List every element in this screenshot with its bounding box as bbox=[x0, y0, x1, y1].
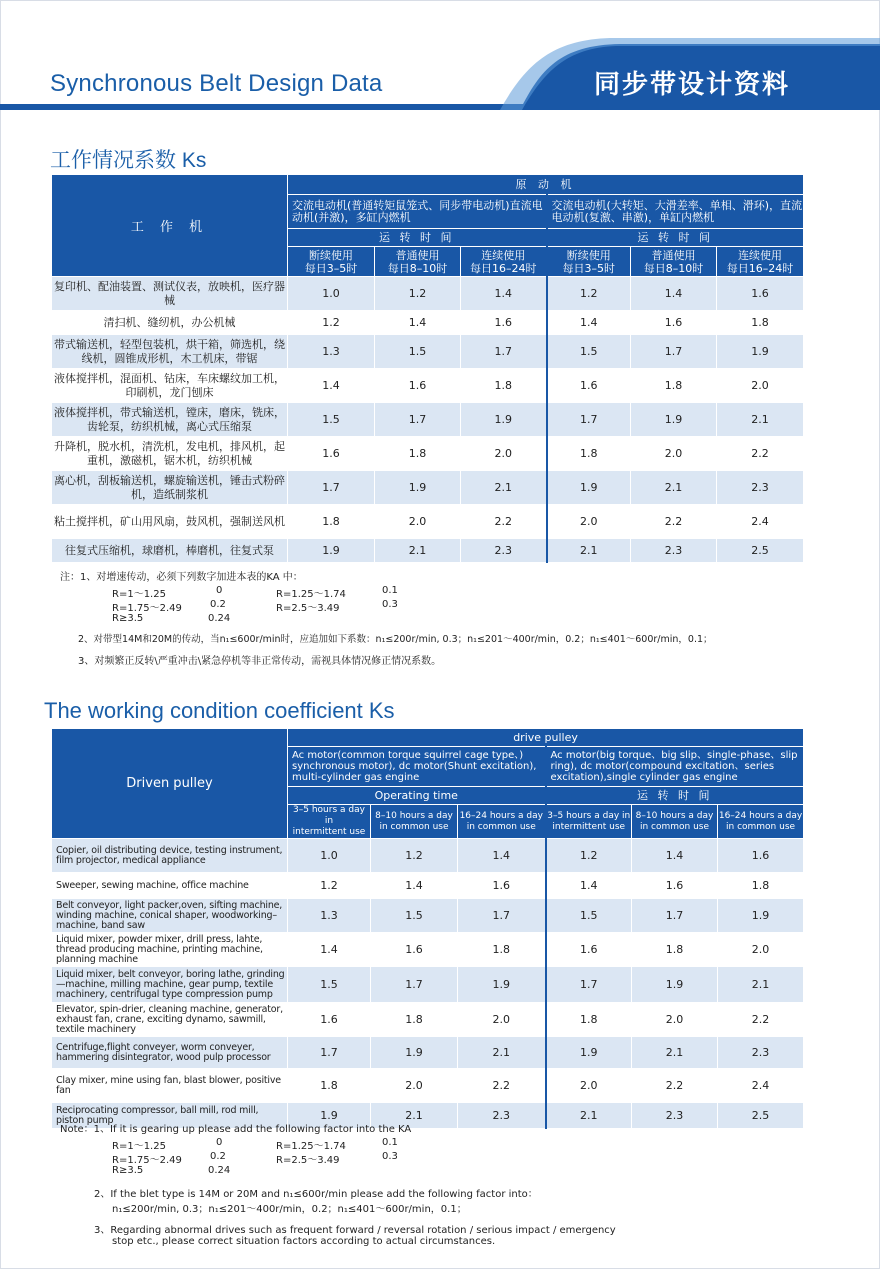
coefficient-cell: 1.8 bbox=[461, 369, 547, 403]
note-1-cn: 注：1、对增速传动，必须下列数字加进本表的KA 中： bbox=[60, 572, 303, 583]
duration-line-2: 每日8–10时 bbox=[387, 261, 448, 275]
coefficient-cell: 2.1 bbox=[458, 1037, 546, 1069]
driven-machine-label: 带式输送机，轻型包装机，烘干箱，筛选机，绕线机，圆锥成形机，木工机床，带锯 bbox=[52, 335, 288, 369]
note-2b-en: n₁≤200r/min, 0.3；n₁≤201～400r/min，0.2；n₁≤401～600r/min，0.1； bbox=[112, 1204, 467, 1215]
duration-line-2: in common use bbox=[466, 821, 536, 832]
coefficient-cell: 1.7 bbox=[632, 899, 718, 933]
coefficient-cell: 1.4 bbox=[288, 369, 375, 403]
speed-range: R=1.75～2.49 bbox=[112, 1155, 182, 1166]
coefficient-cell: 2.1 bbox=[371, 1103, 458, 1129]
coefficient-cell: 2.5 bbox=[718, 1103, 804, 1129]
coefficient-cell: 1.6 bbox=[458, 873, 546, 899]
duration-line-1: 3–5 hours a day in bbox=[293, 805, 365, 826]
duration-line-1: 普通使用 bbox=[651, 248, 696, 262]
coefficient-cell: 1.4 bbox=[461, 277, 547, 311]
coefficient-cell: 2.2 bbox=[717, 437, 804, 471]
table-row bbox=[52, 277, 804, 311]
driven-machine-label: Belt conveyor, light packer,oven, sifting machine, winding machine, conical shaper, woodworking–machine, band saw bbox=[52, 899, 288, 933]
coefficient-cell: 1.3 bbox=[288, 899, 371, 933]
duration-header-6 bbox=[717, 247, 804, 277]
coefficient-cell: 2.1 bbox=[375, 539, 461, 563]
table-row bbox=[52, 933, 804, 967]
coefficient-cell: 2.3 bbox=[717, 471, 804, 505]
duration-line-2: 每日16–24时 bbox=[726, 261, 794, 275]
duration-line-2: in common use bbox=[639, 821, 710, 832]
coefficient-cell: 1.4 bbox=[288, 933, 371, 967]
coefficient-cell: 2.0 bbox=[547, 505, 631, 539]
coefficient-cell: 1.6 bbox=[288, 437, 375, 471]
duration-line-1: 连续使用 bbox=[738, 248, 783, 262]
speed-factor: 0.3 bbox=[382, 1151, 398, 1162]
coefficient-cell: 1.6 bbox=[288, 1003, 371, 1037]
driven-machine-label: Reciprocating compressor, ball mill, rod mill, piston pump bbox=[52, 1103, 288, 1129]
driven-machine-label: 离心机，刮板输送机，螺旋输送机，锤击式粉碎机，造纸制浆机 bbox=[52, 471, 288, 505]
coefficient-cell: 1.7 bbox=[375, 403, 461, 437]
coefficient-cell: 1.2 bbox=[371, 839, 458, 873]
duration-line-1: 16–24 hours a day bbox=[718, 810, 803, 821]
table-row bbox=[52, 967, 804, 1003]
duration-header-2 bbox=[371, 805, 458, 839]
coefficient-cell: 1.6 bbox=[546, 933, 632, 967]
duration-header-1 bbox=[288, 805, 371, 839]
duration-header-6 bbox=[718, 805, 804, 839]
operating-time-header-a: 运 转 时 间 bbox=[288, 229, 547, 247]
driven-machine-label: 清扫机、缝纫机，办公机械 bbox=[52, 311, 288, 335]
coefficient-cell: 2.3 bbox=[631, 539, 717, 563]
driven-machine-header: 工 作 机 bbox=[52, 175, 288, 277]
section-title-en: The working condition coefficient Ks bbox=[44, 698, 395, 723]
coefficient-cell: 2.0 bbox=[375, 505, 461, 539]
coefficient-cell: 1.9 bbox=[288, 539, 375, 563]
duration-line-1: 3–5 hours a day in bbox=[547, 810, 631, 821]
coefficient-cell: 1.4 bbox=[547, 311, 631, 335]
coefficient-cell: 2.1 bbox=[718, 967, 804, 1003]
coefficient-cell: 1.7 bbox=[461, 335, 547, 369]
coefficient-cell: 1.8 bbox=[547, 437, 631, 471]
coefficient-cell: 2.0 bbox=[546, 1069, 632, 1103]
speed-factor: 0.2 bbox=[210, 599, 226, 610]
drive-pulley-header: drive pulley bbox=[288, 729, 804, 747]
coefficient-cell: 1.7 bbox=[631, 335, 717, 369]
coefficient-cell: 2.2 bbox=[718, 1003, 804, 1037]
table-row bbox=[52, 873, 804, 899]
coefficient-cell: 1.5 bbox=[375, 335, 461, 369]
operating-time-header-b: 运 转 时 间 bbox=[547, 229, 804, 247]
note-2-cn: 2、对带型14M和20M的传动，当n₁≤600r/min时，应追加如下系数：n₁≤200r/min, 0.3；n₁≤201～400r/min，0.2；n₁≤401～600r/min，0.1； bbox=[78, 634, 713, 645]
note-2a-en: 2、If the blet type is 14M or 20M and n₁≤600r/min please add the following factor into： bbox=[94, 1189, 538, 1200]
coefficient-cell: 1.9 bbox=[547, 471, 631, 505]
driven-machine-label: 往复式压缩机，球磨机，棒磨机，往复式泵 bbox=[52, 539, 288, 563]
coefficient-table-en bbox=[51, 728, 804, 1129]
coefficient-cell: 2.2 bbox=[461, 505, 547, 539]
driven-machine-label: 粘土搅拌机，矿山用风扇，鼓风机，强制送风机 bbox=[52, 505, 288, 539]
duration-line-2: 每日3–5时 bbox=[304, 261, 358, 275]
coefficient-cell: 2.0 bbox=[371, 1069, 458, 1103]
table-row bbox=[52, 1003, 804, 1037]
driven-pulley-header: Driven pulley bbox=[52, 729, 288, 839]
coefficient-cell: 1.7 bbox=[371, 967, 458, 1003]
coefficient-cell: 1.5 bbox=[546, 899, 632, 933]
table-row bbox=[52, 471, 804, 505]
coefficient-cell: 2.3 bbox=[632, 1103, 718, 1129]
coefficient-cell: 1.3 bbox=[288, 335, 375, 369]
coefficient-cell: 2.2 bbox=[631, 505, 717, 539]
coefficient-cell: 1.9 bbox=[632, 967, 718, 1003]
coefficient-cell: 1.2 bbox=[546, 839, 632, 873]
operating-time-header-b-en: 运 转 时 间 bbox=[546, 787, 804, 805]
coefficient-cell: 2.0 bbox=[632, 1003, 718, 1037]
coefficient-cell: 2.3 bbox=[461, 539, 547, 563]
coefficient-cell: 2.1 bbox=[717, 403, 804, 437]
duration-header-5 bbox=[631, 247, 717, 277]
motor-group-b-en: Ac motor(big torque、big slip、single-phase、slip ring), dc motor(compound excitation、series excitation),single cylinder gas engine bbox=[546, 747, 804, 787]
note-3b-en: stop etc., please correct situation factors according to actual circumstances. bbox=[112, 1236, 496, 1247]
coefficient-cell: 1.4 bbox=[631, 277, 717, 311]
coefficient-cell: 1.8 bbox=[631, 369, 717, 403]
coefficient-cell: 1.5 bbox=[547, 335, 631, 369]
speed-factor: 0.3 bbox=[382, 599, 398, 610]
table-row bbox=[52, 369, 804, 403]
coefficient-cell: 1.2 bbox=[288, 311, 375, 335]
duration-line-1: 普通使用 bbox=[395, 248, 440, 262]
driven-machine-label: Copier, oil distributing device, testing instrument, film projector, medical appliance bbox=[52, 839, 288, 873]
coefficient-cell: 1.6 bbox=[371, 933, 458, 967]
prime-mover-header: 原 动 机 bbox=[288, 175, 804, 195]
driven-machine-label: 复印机、配油装置、测试仪表，放映机，医疗器械 bbox=[52, 277, 288, 311]
duration-header-5 bbox=[632, 805, 718, 839]
coefficient-cell: 1.7 bbox=[458, 899, 546, 933]
duration-header-3 bbox=[458, 805, 546, 839]
duration-header-3 bbox=[461, 247, 547, 277]
duration-line-1: 8–10 hours a day bbox=[635, 810, 714, 821]
coefficient-cell: 1.9 bbox=[717, 335, 804, 369]
header-title-en: Synchronous Belt Design Data bbox=[50, 70, 383, 97]
coefficient-cell: 2.1 bbox=[461, 471, 547, 505]
speed-range: R≥3.5 bbox=[112, 1165, 144, 1176]
speed-factor: 0 bbox=[216, 585, 223, 596]
coefficient-cell: 1.9 bbox=[461, 403, 547, 437]
coefficient-cell: 1.8 bbox=[718, 873, 804, 899]
duration-header-4 bbox=[546, 805, 632, 839]
table-row bbox=[52, 505, 804, 539]
speed-factor: 0 bbox=[216, 1137, 223, 1148]
table-row bbox=[52, 437, 804, 471]
speed-range: R≥3.5 bbox=[112, 613, 144, 624]
notes-en bbox=[60, 1120, 840, 1255]
coefficient-cell: 1.7 bbox=[288, 471, 375, 505]
note-1-en: Note：1、If it is gearing up please add the following factor into the KA bbox=[60, 1124, 412, 1135]
driven-machine-label: Liquid mixer, powder mixer, drill press, lahte, thread producing machine, printing machine, planning machine bbox=[52, 933, 288, 967]
duration-line-2: 每日16–24时 bbox=[470, 261, 537, 275]
coefficient-cell: 1.5 bbox=[288, 403, 375, 437]
table-row bbox=[52, 311, 804, 335]
speed-range: R=1.25～1.74 bbox=[276, 589, 346, 600]
duration-line-1: 连续使用 bbox=[481, 248, 526, 262]
coefficient-cell: 1.6 bbox=[717, 277, 804, 311]
coefficient-cell: 1.4 bbox=[375, 311, 461, 335]
coefficient-cell: 1.8 bbox=[371, 1003, 458, 1037]
speed-range: R=2.5～3.49 bbox=[276, 603, 340, 614]
coefficient-cell: 2.0 bbox=[717, 369, 804, 403]
section-title-cn: 工作情况系数 Ks bbox=[50, 149, 207, 172]
table-row bbox=[52, 403, 804, 437]
speed-range: R=1.25～1.74 bbox=[276, 1141, 346, 1152]
coefficient-cell: 1.7 bbox=[547, 403, 631, 437]
coefficient-cell: 1.8 bbox=[288, 1069, 371, 1103]
coefficient-table-cn bbox=[51, 174, 804, 563]
duration-line-1: 断续使用 bbox=[309, 248, 353, 262]
coefficient-cell: 1.9 bbox=[371, 1037, 458, 1069]
driven-machine-label: Liquid mixer, belt conveyor, boring lathe, grinding—machine, milling machine, gear pump, textile machinery, centrifugal type compression pump bbox=[52, 967, 288, 1003]
coefficient-cell: 1.4 bbox=[371, 873, 458, 899]
coefficient-cell: 1.8 bbox=[717, 311, 804, 335]
coefficient-cell: 2.1 bbox=[546, 1103, 632, 1129]
coefficient-cell: 1.9 bbox=[631, 403, 717, 437]
coefficient-cell: 1.6 bbox=[718, 839, 804, 873]
speed-range: R=1～1.25 bbox=[112, 589, 166, 600]
motor-group-a-en: Ac motor(common torque squirrel cage type、) synchronous motor), dc motor(Shunt excitation), multi-cylinder gas engine bbox=[288, 747, 546, 787]
operating-time-header-en: Operating time bbox=[288, 787, 546, 805]
speed-factor: 0.2 bbox=[210, 1151, 226, 1162]
coefficient-cell: 1.8 bbox=[632, 933, 718, 967]
speed-factor: 0.1 bbox=[382, 1137, 398, 1148]
speed-factor: 0.24 bbox=[208, 613, 231, 624]
duration-line-2: in common use bbox=[379, 821, 449, 832]
duration-line-2: intermittent use bbox=[292, 827, 366, 837]
coefficient-cell: 2.1 bbox=[632, 1037, 718, 1069]
driven-machine-label: Sweeper, sewing machine, office machine bbox=[52, 873, 288, 899]
coefficient-cell: 2.2 bbox=[632, 1069, 718, 1103]
speed-range: R=2.5～3.49 bbox=[276, 1155, 340, 1166]
duration-line-1: 16–24 hours a day bbox=[459, 810, 543, 821]
coefficient-cell: 2.4 bbox=[718, 1069, 804, 1103]
coefficient-cell: 1.9 bbox=[458, 967, 546, 1003]
speed-range: R=1.75～2.49 bbox=[112, 603, 182, 614]
table-row bbox=[52, 1037, 804, 1069]
driven-machine-label: 升降机，脱水机，清洗机，发电机，排风机，起重机，激磁机，锯木机，纺织机械 bbox=[52, 437, 288, 471]
driven-machine-label: Centrifuge,flight conveyer, worm conveyer, hammering disintegrator, wood pulp processor bbox=[52, 1037, 288, 1069]
duration-line-2: 每日8–10时 bbox=[643, 261, 704, 275]
coefficient-cell: 1.8 bbox=[288, 505, 375, 539]
coefficient-cell: 2.0 bbox=[631, 437, 717, 471]
table-row bbox=[52, 899, 804, 933]
coefficient-cell: 1.9 bbox=[546, 1037, 632, 1069]
duration-line-1: 断续使用 bbox=[566, 248, 611, 262]
speed-range: R=1～1.25 bbox=[112, 1141, 166, 1152]
table-row bbox=[52, 839, 804, 873]
duration-line-2: intermittent use bbox=[552, 821, 626, 832]
coefficient-cell: 1.6 bbox=[375, 369, 461, 403]
coefficient-cell: 1.8 bbox=[458, 933, 546, 967]
duration-line-2: 每日3–5时 bbox=[562, 261, 615, 275]
coefficient-cell: 1.6 bbox=[632, 873, 718, 899]
coefficient-cell: 1.7 bbox=[546, 967, 632, 1003]
driven-machine-label: Elevator, spin-drier, cleaning machine, generator, exhaust fan, crane, exciting dynamo, sawmill, textile machinery bbox=[52, 1003, 288, 1037]
duration-header-1 bbox=[288, 247, 375, 277]
driven-machine-label: 液体搅拌机，混面机、钻床，车床螺纹加工机，印刷机，龙门刨床 bbox=[52, 369, 288, 403]
coefficient-cell: 1.6 bbox=[461, 311, 547, 335]
coefficient-cell: 1.5 bbox=[371, 899, 458, 933]
coefficient-cell: 1.6 bbox=[547, 369, 631, 403]
coefficient-cell: 1.4 bbox=[458, 839, 546, 873]
duration-line-1: 8–10 hours a day bbox=[375, 810, 453, 821]
coefficient-cell: 2.1 bbox=[631, 471, 717, 505]
motor-group-a: 交流电动机(普通转矩鼠笼式、同步带电动机)直流电动机(并激)，多缸内燃机 bbox=[288, 195, 547, 229]
coefficient-cell: 2.3 bbox=[458, 1103, 546, 1129]
coefficient-cell: 1.6 bbox=[631, 311, 717, 335]
duration-header-2 bbox=[375, 247, 461, 277]
coefficient-cell: 2.1 bbox=[547, 539, 631, 563]
note-3a-en: 3、Regarding abnormal drives such as frequent forward / reversal rotation / serious impact / emergency bbox=[94, 1225, 616, 1236]
coefficient-cell: 2.2 bbox=[458, 1069, 546, 1103]
duration-line-2: in common use bbox=[726, 821, 796, 832]
header-title-cn: 同步带设计资料 bbox=[594, 70, 791, 100]
coefficient-cell: 1.9 bbox=[288, 1103, 371, 1129]
table-row bbox=[52, 1069, 804, 1103]
coefficient-cell: 1.2 bbox=[288, 873, 371, 899]
driven-machine-label: Clay mixer, mine using fan, blast blower, positive fan bbox=[52, 1069, 288, 1103]
coefficient-cell: 2.3 bbox=[718, 1037, 804, 1069]
table-row bbox=[52, 539, 804, 563]
coefficient-cell: 1.2 bbox=[547, 277, 631, 311]
coefficient-cell: 1.0 bbox=[288, 277, 375, 311]
coefficient-cell: 1.5 bbox=[288, 967, 371, 1003]
driven-machine-label: 液体搅拌机，带式输送机，镗床，磨床，铣床，齿轮泵，纺织机械，离心式压缩泵 bbox=[52, 403, 288, 437]
coefficient-cell: 2.0 bbox=[461, 437, 547, 471]
speed-factor: 0.24 bbox=[208, 1165, 231, 1176]
coefficient-cell: 1.8 bbox=[375, 437, 461, 471]
speed-factor: 0.1 bbox=[382, 585, 398, 596]
coefficient-cell: 2.5 bbox=[717, 539, 804, 563]
coefficient-cell: 1.4 bbox=[546, 873, 632, 899]
coefficient-cell: 1.4 bbox=[632, 839, 718, 873]
notes-cn bbox=[60, 568, 820, 668]
coefficient-cell: 1.9 bbox=[718, 899, 804, 933]
coefficient-cell: 2.0 bbox=[458, 1003, 546, 1037]
coefficient-cell: 1.0 bbox=[288, 839, 371, 873]
coefficient-cell: 2.0 bbox=[718, 933, 804, 967]
duration-header-4 bbox=[547, 247, 631, 277]
note-3-cn: 3、对频繁正反转\严重冲击\紧急停机等非正常传动，需视具体情况修正情况系数。 bbox=[78, 656, 442, 667]
coefficient-cell: 2.4 bbox=[717, 505, 804, 539]
coefficient-cell: 1.9 bbox=[375, 471, 461, 505]
motor-group-b: 交流电动机(大转矩、大滑差率、单相、滑环)，直流电动机(复激、串激)，单缸内燃机 bbox=[547, 195, 804, 229]
coefficient-cell: 1.2 bbox=[375, 277, 461, 311]
coefficient-cell: 1.7 bbox=[288, 1037, 371, 1069]
coefficient-cell: 1.8 bbox=[546, 1003, 632, 1037]
table-row bbox=[52, 335, 804, 369]
